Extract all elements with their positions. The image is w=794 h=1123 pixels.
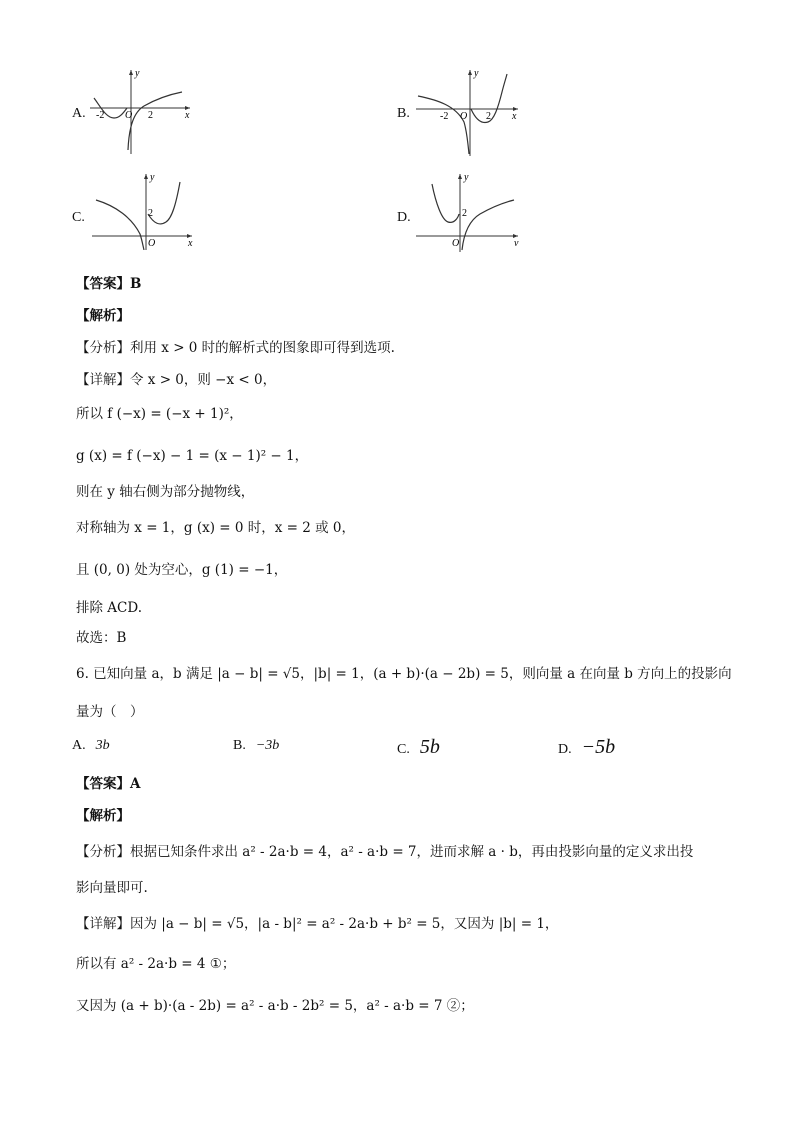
- q5-analysis-line: 则在 y 轴右侧为部分抛物线，: [76, 484, 255, 500]
- q6-analysis-line: 【分析】根据已知条件求出 a² - 2a·b = 4，a² - a·b = 7，进而求解 a · b，再由投影向量的定义求出投: [76, 844, 694, 860]
- q5-answer: 【答案】B: [76, 276, 142, 292]
- q5-analysis-line: 所以 f (−x) = (−x + 1)²，: [76, 406, 243, 422]
- q5-analysis-line: 排除 ACD.: [76, 600, 143, 616]
- q6-analysis-label: 【解析】: [76, 808, 130, 824]
- tick-2: 2: [462, 208, 467, 219]
- q5-analysis-line: 对称轴为 x = 1，g (x) = 0 时，x = 2 或 0，: [76, 520, 356, 536]
- q6-stem-line: 6. 已知向量 a，b 满足 |a − b| = √5，|b| = 1，(a + b)·(a − 2b) = 5，则向量 a 在向量 b 方向上的投影向: [76, 666, 732, 682]
- q6-answer: 【答案】A: [76, 776, 141, 792]
- q6-choice-a: [72, 738, 110, 754]
- option-b-letter: B.: [397, 106, 410, 121]
- axis-y-label: y: [150, 172, 155, 183]
- option-d-graph: [414, 170, 524, 252]
- choice-value: −3b: [255, 738, 280, 753]
- option-a-graph: [86, 66, 196, 156]
- q6-stem-line: 量为（ ）: [76, 704, 144, 720]
- axis-x-label: x: [188, 238, 193, 249]
- q6-choice-b: [233, 738, 279, 754]
- choice-value: 3b: [95, 738, 110, 753]
- tick-neg2: -2: [440, 111, 449, 122]
- tick-2: 2: [148, 208, 153, 219]
- option-c-letter: C.: [72, 210, 85, 225]
- tick-2: 2: [486, 111, 491, 122]
- q6-analysis-line: 又因为 (a + b)·(a - 2b) = a² - a·b - 2b² = 5，a² - a·b = 7 ②；: [76, 998, 474, 1014]
- option-d-letter: D.: [397, 210, 411, 225]
- q5-analysis-line: 且 (0, 0) 处为空心，g (1) = −1，: [76, 562, 288, 578]
- axis-x-label: x: [185, 110, 190, 121]
- axis-x-label: v: [514, 238, 519, 249]
- origin-label: O: [125, 110, 133, 121]
- option-c-graph: [88, 170, 198, 250]
- q5-analysis-label: 【解析】: [76, 308, 130, 324]
- q5-analysis-line: 【详解】令 x > 0，则 −x < 0，: [76, 372, 277, 388]
- q6-choice-c: [397, 736, 440, 759]
- choice-letter: D.: [558, 742, 572, 757]
- origin-label: O: [452, 238, 460, 249]
- choice-value: 5b: [419, 736, 440, 758]
- choice-letter: A.: [72, 738, 86, 753]
- origin-label: O: [460, 111, 468, 122]
- axis-y-label: y: [135, 68, 140, 79]
- q6-analysis-line: 【详解】因为 |a − b| = √5，|a - b|² = a² - 2a·b + b² = 5，又因为 |b| = 1，: [76, 916, 559, 932]
- q5-analysis-line: g (x) = f (−x) − 1 = (x − 1)² − 1，: [76, 448, 309, 464]
- choice-letter: B.: [233, 738, 246, 753]
- q6-analysis-line: 所以有 a² - 2a·b = 4 ①；: [76, 956, 236, 972]
- axis-y-label: y: [464, 172, 469, 183]
- tick-2: 2: [148, 110, 153, 121]
- option-b-graph: [412, 66, 522, 158]
- q5-analysis-line: 【分析】利用 x > 0 时的解析式的图象即可得到选项.: [76, 340, 395, 356]
- q5-analysis-line: 故选：B: [76, 630, 127, 646]
- q6-analysis-line: 影向量即可.: [76, 880, 148, 896]
- axis-y-label: y: [474, 68, 479, 79]
- tick-neg2: -2: [96, 110, 105, 121]
- choice-letter: C.: [397, 742, 410, 757]
- axis-x-label: x: [512, 111, 517, 122]
- choice-value: −5b: [581, 736, 616, 758]
- origin-label: O: [148, 238, 156, 249]
- q6-choice-d: [558, 736, 615, 759]
- option-a-letter: A.: [72, 106, 86, 121]
